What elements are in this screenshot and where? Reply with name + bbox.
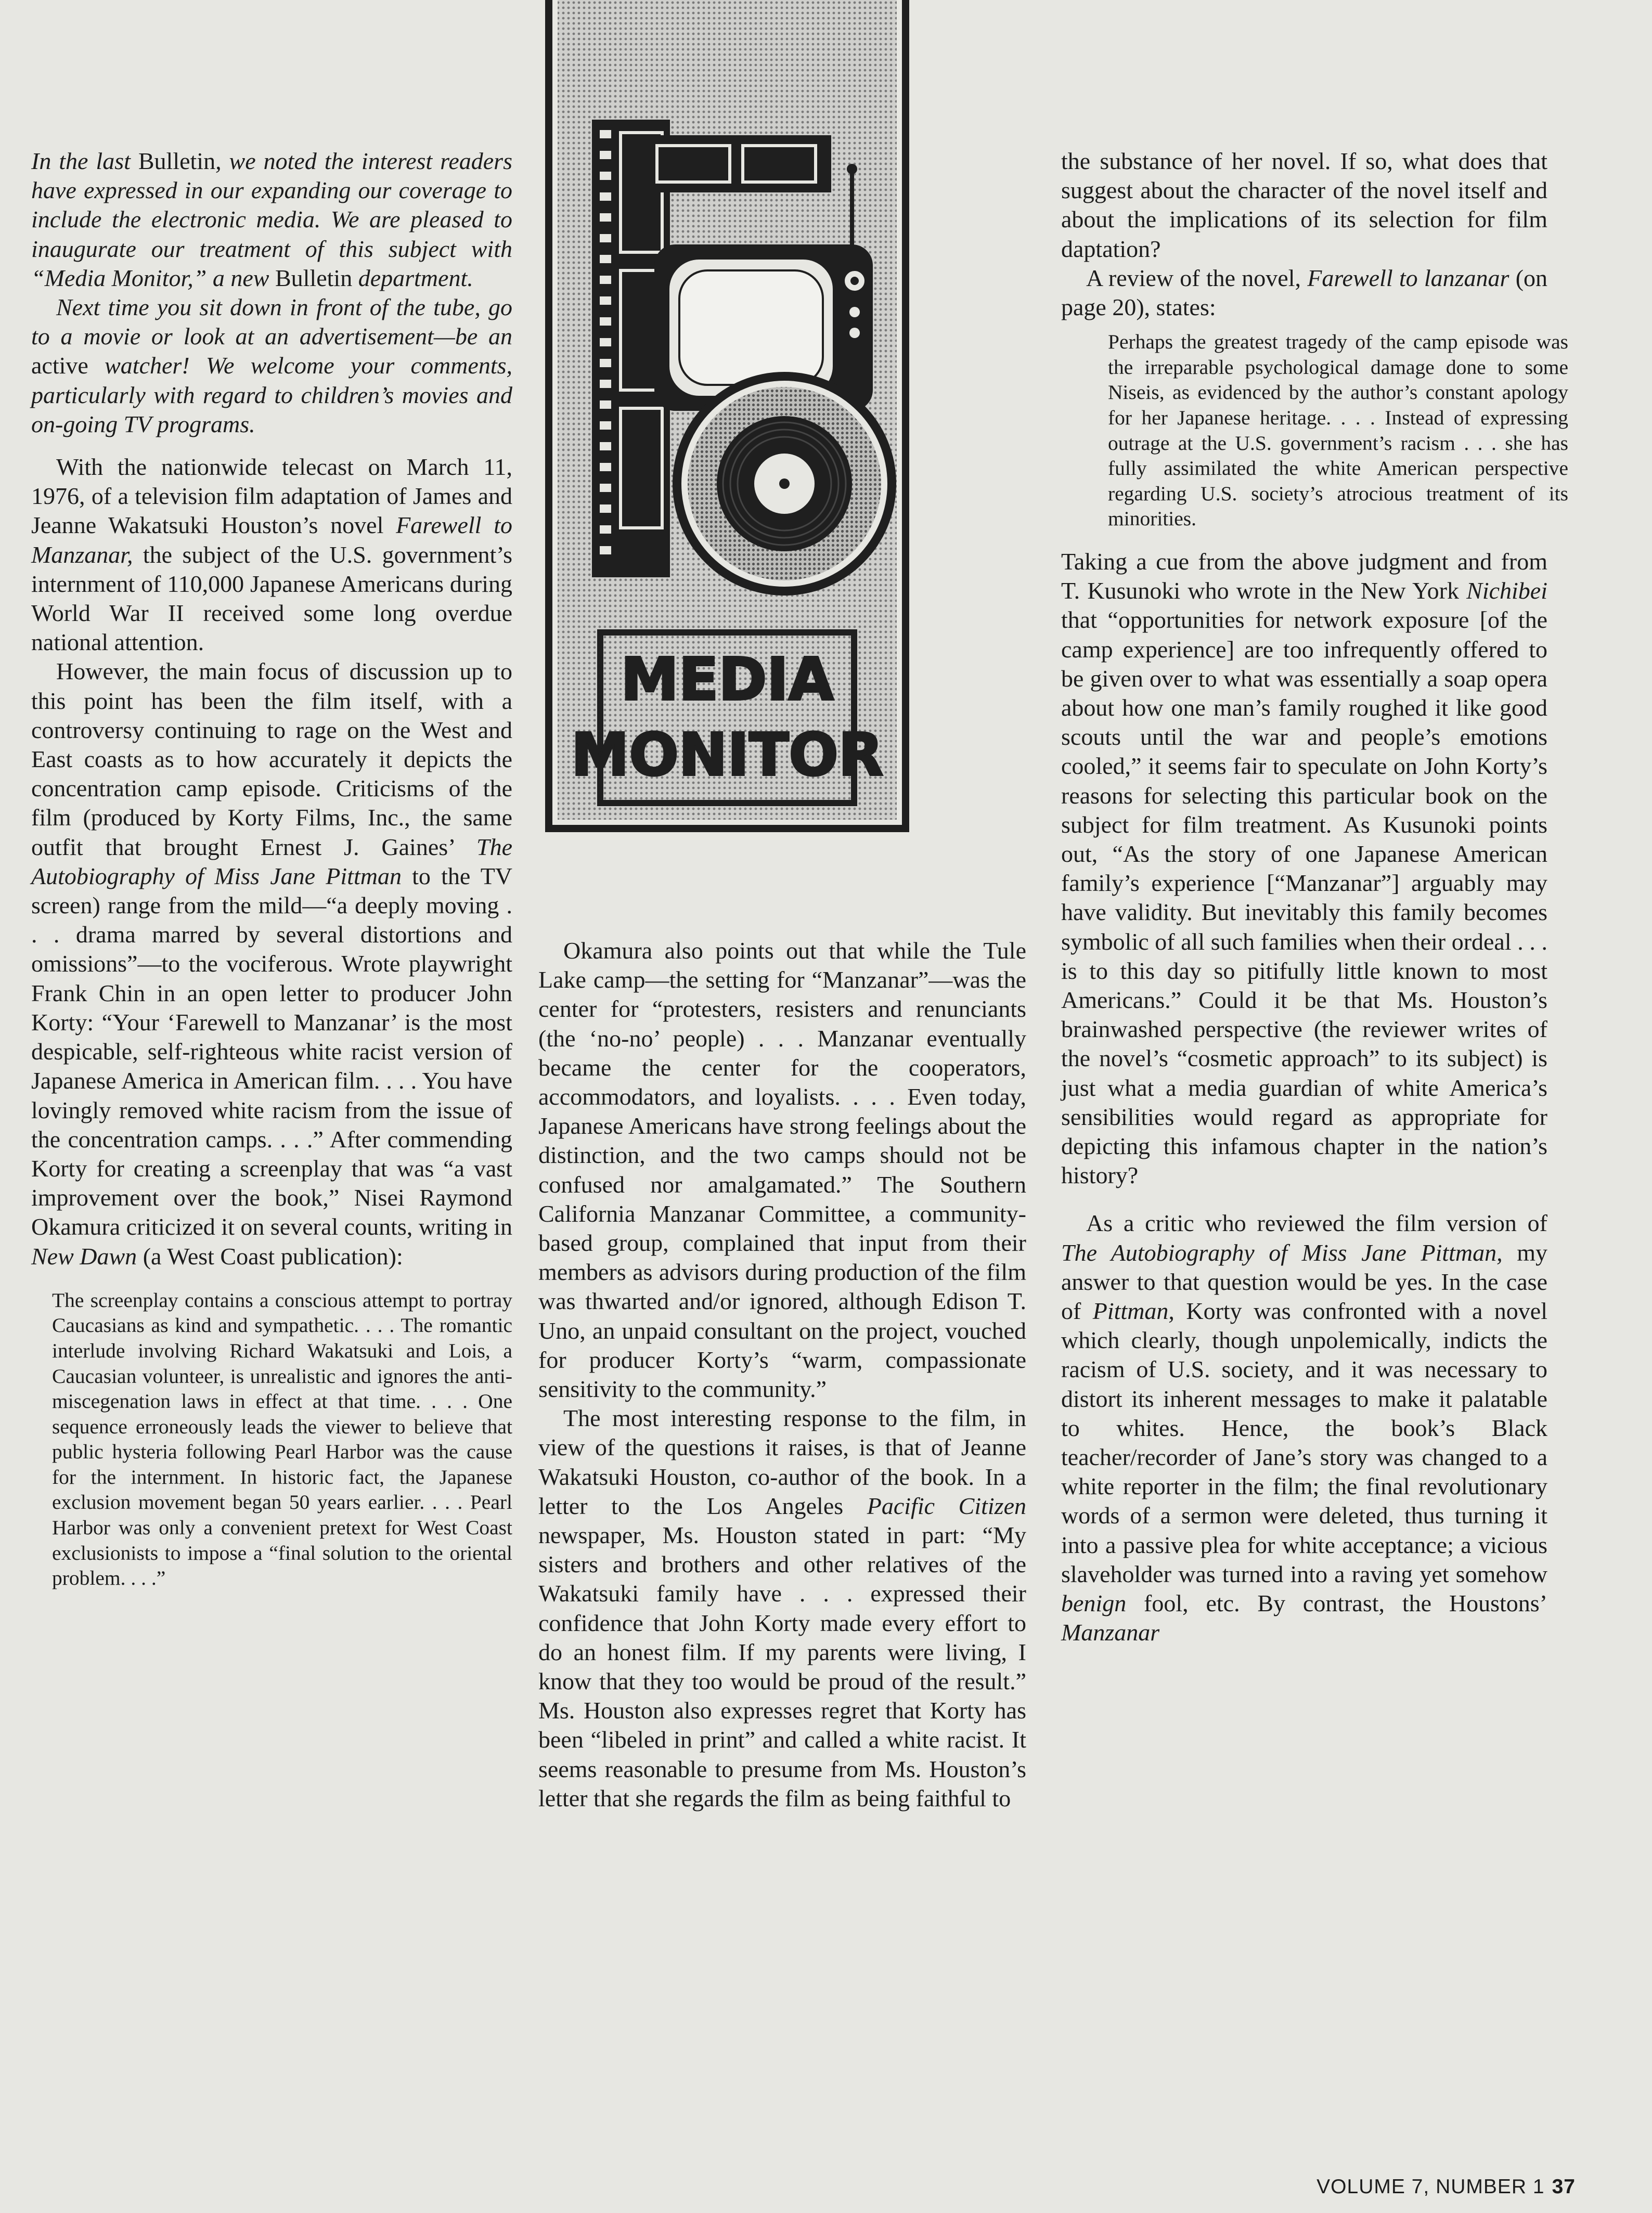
text-run: to the TV screen) range from the mild—“a deeply moving . . . drama marred by several distortions and omissions”—to the vociferous. Wrote playwright Frank Chin in an open letter to producer John Korty: “Your ‘Farewell to Manzanar’ is the most despicable, self-righteous white racist version of Japanese America in American film. . . . You have lovingly removed white racism from the issue of the concentration camps. . . .” After commending Korty for creating a screenplay that was “a vast improvement over the book,” Nisei Raymond Okamura criticized it on several counts, writing in — [31, 862, 513, 1240]
text-run: Manzanar — [1061, 1619, 1160, 1646]
record-icon — [673, 372, 896, 596]
text-run: fool, etc. By contrast, the Houstons’ — [1126, 1590, 1547, 1617]
body-paragraph — [1061, 147, 1547, 264]
text-run: the substance of her novel. If so, what does that suggest about the character of the novel itself and about the implications of its selection for film daptation? — [1061, 148, 1547, 262]
text-run: active — [31, 352, 88, 379]
body-paragraph — [31, 452, 512, 657]
editor-intro — [31, 147, 512, 439]
text-run: Farewell to Manzanar, — [31, 512, 512, 568]
page-footer — [1317, 2176, 1576, 2198]
text-run: With the nationwide telecast on March 11, 1976, of a television film adaptation of James and Jeanne Wakatsuki Houston’s novel — [31, 454, 512, 539]
body-paragraph — [538, 1404, 1026, 1813]
column-2 — [538, 936, 1026, 1813]
text-run: (a West Coast publication): — [137, 1243, 403, 1270]
text-run: Bulletin — [138, 148, 216, 174]
text-run: department. — [352, 264, 473, 291]
text-run: (on page 20), states: — [1061, 264, 1548, 321]
body-paragraph — [538, 936, 1026, 1404]
body-paragraph — [31, 657, 512, 1271]
text-run: Okamura also points out that while the Tule Lake camp—the setting for “Manzanar”—was the center for “protesters, resisters and renunciants (the ‘no-no’ people) . . . Manzanar eventually became the center for the cooperators, accommodators, and loyalists. . . . Even today, Japanese Americans have strong feelings about the distinction, and the two camps should not be confused nor amalgamated.” The Southern California Manzanar Committee, a community-based group, complained that input from their members as advisors during production of the film was thwarted and/or ignored, although Edison T. Uno, an unpaid consultant on the project, vouched for producer Korty’s “warm, compassionate sensitivity to the community.” — [538, 937, 1026, 1403]
text-run: newspaper, Ms. Houston stated in part: “My sisters and brothers and other relatives of the Wakatsuki family have . . . expressed their confidence that John Korty made every effort to do an honest film. If my parents were living, I know that they too would be proud of the result.” Ms. Houston also expresses regret that Korty has been “libeled in print” and called a white racist. It seems reasonable to presume from Ms. Houston’s letter that she regards the film as being faithful to — [538, 1522, 1026, 1811]
text-run: In the last — [31, 148, 138, 174]
text-run: watcher! We welcome your comments, particularly with regard to children’s movies and on-going TV programs. — [31, 352, 512, 437]
body-paragraph — [1061, 547, 1547, 1190]
column-3 — [1061, 147, 1568, 1647]
page-number: 37 — [1552, 2176, 1576, 2198]
body-paragraph — [1061, 264, 1547, 322]
text-run: Next time you sit down in front of the tube, go to a movie or look at an advertisement—be an — [31, 294, 512, 350]
text-run: that “opportunities for network exposure [of the camp experience] are too infrequently offered to be given over to what was essentially a soap opera about how one man’s family roughed it like good scouts until the war and people’s emotions cooled,” it seems fair to speculate on John Korty’s reasons for selecting this particular book on the subject for film treatment. As Kusunoki points out, “As the story of one Japanese American family’s experience [“Manzanar”] arguably may have validity. But inevitably this family becomes symbolic of all such families when their ordeal . . . is to this day so pitifully little known to most Americans.” Could it be that Ms. Houston’s brainwashed perspective (the reviewer writes of the novel’s “cosmetic approach” to its subject) is just what a media guardian of white America’s sensibilities would regard as appropriate for depicting this infamous chapter in the nation’s history? — [1061, 606, 1547, 1189]
block-quote-okamura: The screenplay contains a conscious attempt to portray Caucasians as kind and sympathetic. . . . The romantic interlude involving Richard Wakatsuki and Lois, a Caucasian volunteer, is unrealistic and ignores the anti-miscegenation laws in effect at that time. . . . One sequence erroneously leads the viewer to believe that public hysteria following Pearl Harbor was the cause for the internment. In historic fact, the Japanese exclusion movement began 50 years earlier. . . . Pearl Harbor was only a convenient pretext for West Coast exclusionists to impose a “final solution to the oriental problem. . . .” — [52, 1288, 512, 1590]
text-run: my answer to that question would be yes. In the case of — [1061, 1239, 1548, 1325]
text-run: As a critic who reviewed the film version of — [1086, 1210, 1547, 1237]
text-run: A review of the novel, — [1086, 264, 1308, 291]
logo-title-line2: MONITOR — [571, 721, 883, 789]
text-run: Pittman, — [1092, 1298, 1175, 1325]
text-run: Taking a cue from the above judgment and from T. Kusunoki who wrote in the New York — [1061, 548, 1547, 604]
text-run: The Autobiography of Miss Jane Pittman, — [1061, 1239, 1503, 1266]
logo-title-line1: MEDIA — [621, 646, 834, 714]
text-run: However, the main focus of discussion up to this point has been the film itself, with a controversy continuing to rage on the West and East coasts as to how accurately it depicts the concentration camp episode. Criticisms of the film (produced by Korty Films, Inc., the same outfit that brought Ernest J. Gaines’ — [31, 658, 512, 860]
text-run: Farewell to lanzanar — [1307, 264, 1509, 291]
text-run: The most interesting response to the film, in view of the questions it raises, is that of Jeanne Wakatsuki Houston, co-author of the book. In a letter to the Los Angeles — [538, 1405, 1026, 1519]
volume-label: VOLUME 7, NUMBER 1 — [1317, 2176, 1545, 2198]
text-run: The Autobiography of Miss Jane Pittman — [31, 833, 512, 889]
intro-paragraph — [31, 147, 512, 293]
block-quote-review: Perhaps the greatest tragedy of the camp episode was the irreparable psychological damage done to some Niseis, as evidenced by the author’s constant apology for her Japanese heritage. . . . Instead of expressing outrage at the U.S. government’s racism . . . she has fully assimilated the white American perspective regarding U.S. society’s atrocious treatment of its minorities. — [1108, 330, 1568, 530]
text-run: New Dawn — [31, 1243, 137, 1270]
body-paragraph — [1061, 1209, 1547, 1647]
text-run: benign — [1061, 1590, 1127, 1617]
text-run: Korty was confronted with a novel which clearly, though unpolemically, indicts the racism of U.S. society, and it was necessary to distort its inherent messages to make it palatable to whites. Hence, the book’s Black teacher/recorder of Jane’s story was changed to a white reporter in the film; the final revolutionary words of a sermon were deleted, thus turning it into a passive plea for white acceptance; a vicious slaveholder was turned into a raving yet somehow — [1061, 1298, 1547, 1587]
text-run: Nichibei — [1466, 577, 1547, 604]
text-run: the subject of the U.S. government’s internment of 110,000 Japanese Americans during World War II received some long overdue national attention. — [31, 541, 512, 656]
text-run: Bulletin — [275, 264, 353, 291]
text-run: Pacific Citizen — [867, 1492, 1026, 1519]
text-run: , we noted the interest readers have expressed in our expanding our coverage to include the electronic media. We are pleased to inaugurate our treatment of this subject with “Media Monitor,” a new — [31, 148, 512, 291]
column-1 — [31, 147, 512, 1591]
intro-paragraph — [31, 293, 512, 439]
media-monitor-logo — [545, 0, 909, 832]
